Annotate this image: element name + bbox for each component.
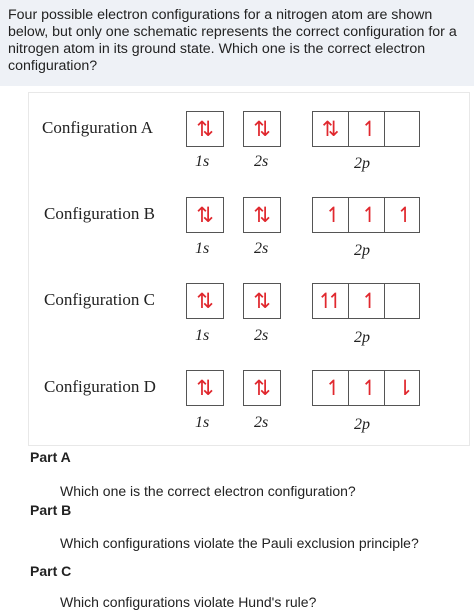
config-c-2p-orbital-1: ↿↿	[316, 288, 337, 313]
config-d-2p-orbital-3: ⇂	[396, 375, 408, 400]
config-b-2p-box	[312, 197, 420, 233]
config-d-1s-box	[186, 370, 224, 406]
config-b-2s-arrows: ⇅	[253, 202, 263, 227]
config-c-1s-label: 1s	[195, 327, 210, 344]
part-c-title: Part C	[30, 563, 72, 579]
part-b-question: Which configurations violate the Pauli exclusion principle?	[60, 535, 419, 551]
intro-text: Four possible electron configurations for a nitrogen atom are shown below, but only one schematic represents the correct configuration for a nitrogen atom in its ground state. Which one is the correct electron configuration?	[8, 7, 457, 74]
config-d-2p-orbital-2: ↿	[360, 375, 373, 400]
config-c-2p-orbital-2: ↿	[360, 288, 373, 313]
config-b-2p-orbital-1: ↿	[324, 202, 337, 227]
config-a-2p-orbital-2: ↿	[360, 116, 373, 141]
config-a-2s-arrows: ⇅	[253, 116, 263, 141]
config-c-2s-arrows: ⇅	[253, 288, 263, 313]
config-a-label: Configuration A	[42, 118, 153, 137]
config-b-1s-label: 1s	[195, 240, 210, 257]
config-d-2s-label: 2s	[254, 414, 269, 431]
config-d-2p-label: 2p	[354, 416, 370, 433]
config-c-2p-box	[312, 283, 420, 319]
question-intro	[0, 0, 474, 86]
configuration-figure	[28, 92, 470, 446]
config-a-2s-box	[243, 111, 281, 147]
part-b-title: Part B	[30, 502, 72, 518]
config-d-2s-arrows: ⇅	[253, 375, 263, 400]
config-a-2s-label: 2s	[254, 153, 269, 170]
config-c-1s-box	[186, 283, 224, 319]
config-a-2p-orbital-1: ⇅	[321, 116, 332, 141]
config-b-2p-orbital-2: ↿	[360, 202, 373, 227]
config-a-1s-label: 1s	[195, 153, 210, 170]
config-a-2p-box	[312, 111, 420, 147]
config-d-2p-box	[312, 370, 420, 406]
config-c-2p-label: 2p	[354, 329, 370, 346]
part-a-title: Part A	[30, 449, 71, 465]
part-c-question: Which configurations violate Hund's rule?	[60, 594, 317, 610]
config-c-1s-arrows: ⇅	[196, 288, 206, 313]
config-d-1s-label: 1s	[195, 414, 210, 431]
config-a-1s-arrows: ⇅	[196, 116, 206, 141]
config-b-1s-arrows: ⇅	[196, 202, 206, 227]
config-b-2p-orbital-3: ↿	[396, 202, 408, 227]
config-b-1s-box	[186, 197, 224, 233]
config-a-1s-box	[186, 111, 224, 147]
config-b-2s-box	[243, 197, 281, 233]
part-a-question: Which one is the correct electron configuration?	[60, 483, 356, 499]
config-b-2p-label: 2p	[354, 242, 370, 259]
config-d-label: Configuration D	[44, 377, 156, 396]
config-d-2p-orbital-1: ↿	[324, 375, 337, 400]
config-b-2s-label: 2s	[254, 240, 269, 257]
config-c-2s-label: 2s	[254, 327, 269, 344]
config-c-2s-box	[243, 283, 281, 319]
config-a-2p-label: 2p	[354, 155, 370, 172]
config-d-2s-box	[243, 370, 281, 406]
config-c-label: Configuration C	[44, 290, 155, 309]
config-d-1s-arrows: ⇅	[196, 375, 206, 400]
config-b-label: Configuration B	[44, 204, 155, 223]
